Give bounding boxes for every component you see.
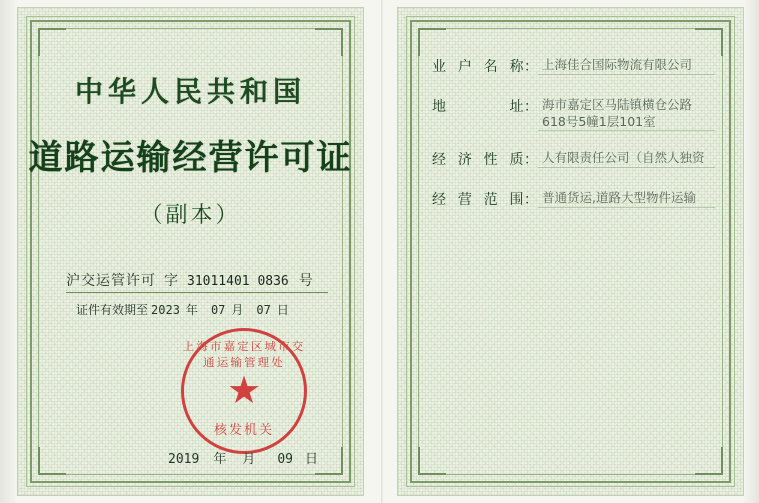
field-colon: ： <box>524 59 538 75</box>
field-value-line1: 海市嘉定区马陆镇横仓公路 <box>542 97 693 112</box>
license-number-underline <box>66 292 328 293</box>
validity-month-unit: 月 <box>231 303 244 317</box>
corner-ornament-top-right <box>315 28 343 56</box>
document-subtitle: （副本） <box>140 203 241 228</box>
license-number-row <box>66 270 326 290</box>
field-business-scope <box>432 189 715 211</box>
left-certificate-page <box>18 8 363 495</box>
field-label: 地址 <box>432 99 524 115</box>
corner-ornament-bottom-left <box>418 447 446 475</box>
field-value: 普通货运,道路大型物件运输 <box>538 189 715 208</box>
license-zi-char: 字 <box>164 273 179 289</box>
official-red-seal <box>181 328 307 454</box>
page-fold-spine <box>381 0 383 503</box>
document-title: 道路运输经营许可证 <box>28 138 353 178</box>
field-colon: ： <box>524 152 538 168</box>
field-label: 经济性质 <box>432 152 524 168</box>
field-value: 上海佳合国际物流有限公司 <box>538 56 715 75</box>
info-fields <box>432 56 715 229</box>
issue-day-unit: 日 <box>305 452 319 467</box>
validity-day: 07 <box>256 303 271 317</box>
license-prefix: 沪交运管许可 <box>66 273 156 289</box>
country-title: 中华人民共和国 <box>74 75 306 108</box>
issue-year: 2019 <box>168 452 200 467</box>
license-number-value: 31011401 0836 <box>187 274 289 289</box>
validity-year: 2023 <box>151 303 180 317</box>
star-icon: ★ <box>226 368 262 413</box>
field-value: 人有限责任公司（自然人独资 <box>538 149 715 168</box>
right-edge-shadow <box>743 0 759 503</box>
field-label: 业户名称 <box>432 59 524 75</box>
field-value-line2: 618号5幢1层101室 <box>542 114 656 129</box>
issue-month-unit: 月 <box>242 452 256 467</box>
field-business-name <box>432 56 715 78</box>
corner-ornament-top-left <box>418 28 446 56</box>
corner-ornament-bottom-right <box>315 447 343 475</box>
corner-ornament-top-left <box>38 28 66 56</box>
issue-year-unit: 年 <box>213 452 227 467</box>
field-colon: ： <box>524 192 538 208</box>
field-value <box>538 96 715 131</box>
issue-date-row <box>168 448 318 467</box>
field-economic-nature <box>432 149 715 171</box>
corner-ornament-bottom-left <box>38 447 66 475</box>
field-label: 经营范围 <box>432 192 524 208</box>
validity-year-unit: 年 <box>185 303 198 317</box>
validity-row <box>76 301 299 318</box>
seal-issuing-authority-text: 上海市嘉定区城市交通运输管理处 <box>182 340 306 369</box>
validity-day-unit: 日 <box>276 303 289 317</box>
corner-ornament-top-right <box>695 28 723 56</box>
right-certificate-page <box>398 8 743 495</box>
validity-month: 07 <box>210 303 226 317</box>
left-edge-shadow <box>0 0 18 503</box>
field-colon: ： <box>524 99 538 115</box>
issue-day: 09 <box>277 452 293 467</box>
seal-bottom-text: 核发机关 <box>213 423 274 438</box>
validity-label: 证件有效期至 <box>76 303 149 317</box>
license-hao-char: 号 <box>298 273 314 289</box>
field-address <box>432 96 715 131</box>
corner-ornament-bottom-right <box>695 447 723 475</box>
